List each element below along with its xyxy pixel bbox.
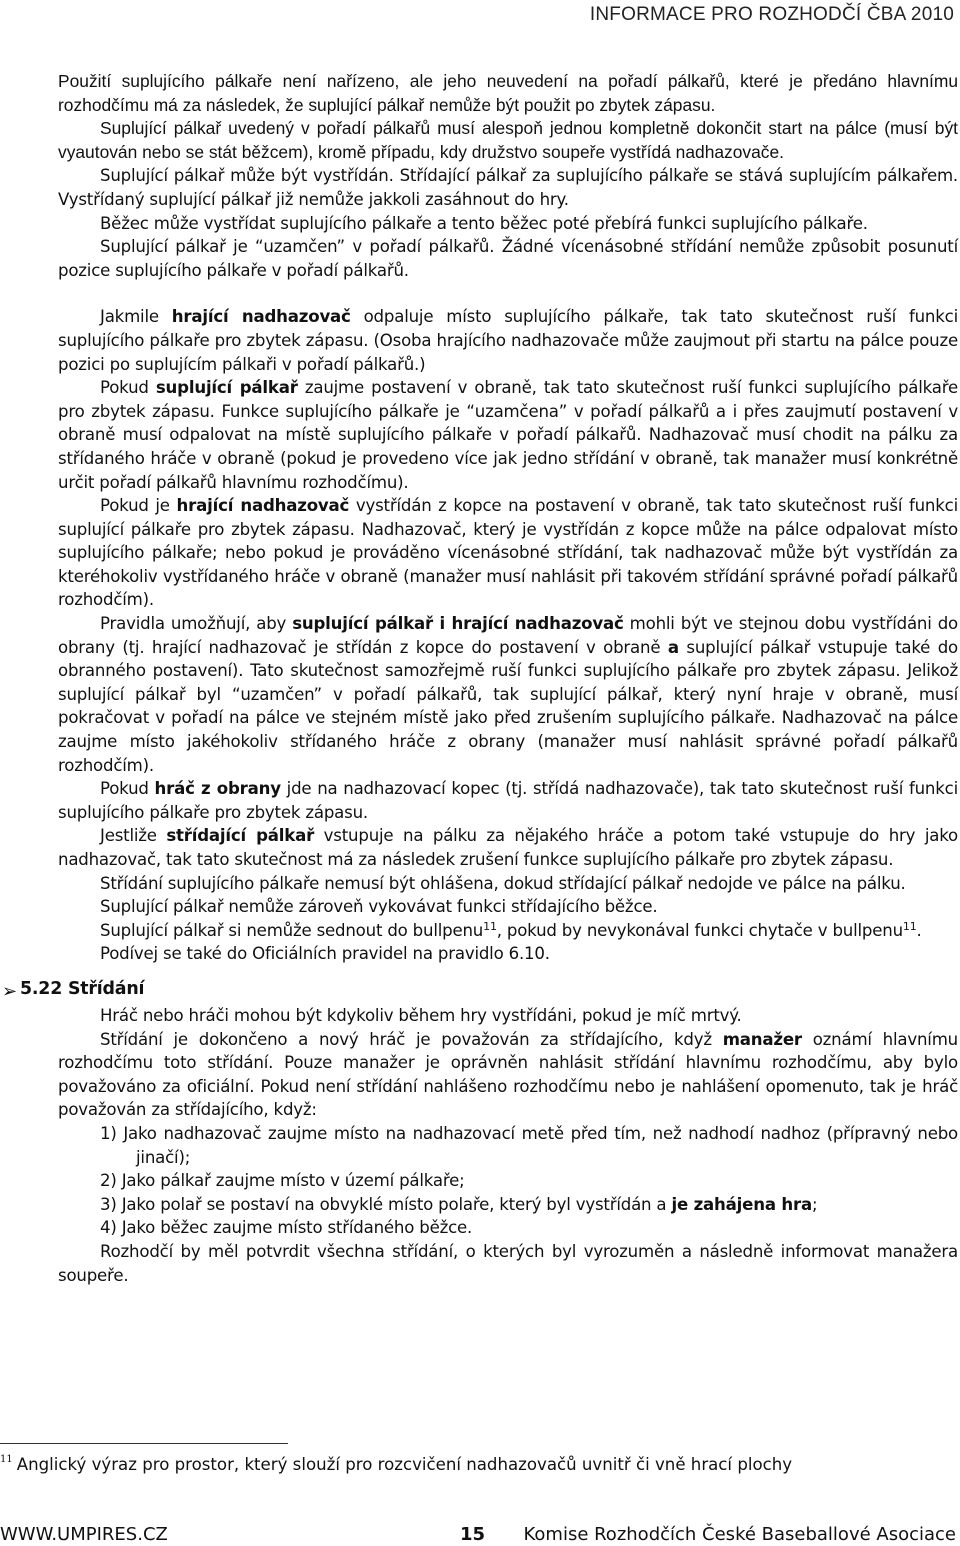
paragraph: Suplující pálkař může být vystřídán. Střídající pálkař za suplujícího pálkaře se stává suplujícím pálkařem. Vystřídaný suplující pálkař již nemůže jakkoli zasáhnout do hry. [58,166,958,209]
paragraph: Pokud je hrající nadhazovač vystřídán z kopce na postavení v obraně, tak tato skutečnost ruší funkci suplující pálkaře pro zbytek zápasu. Nadhazovač, který je vystřídán z kopce může na pálce odpalovat místo suplujícího pálkaře; nebo pokud je prováděno vícenásobné střídání, tak nadhazovač může být vystřídán za kteréhokoliv vystřídaného hráče v obraně (manažer musí nahlásit při takovém střídání správné pořadí pálkařů rozhodčím). [58,496,958,610]
paragraph: Střídání suplujícího pálkaře nemusí být ohlášena, dokud střídající pálkař nedojde ve pálce na pálku. [100,873,906,893]
paragraph: Podívej se také do Oficiálních pravidel na pravidlo 6.10. [100,944,550,964]
bold-term: suplující pálkař [155,378,298,398]
bold-term: hrající nadhazovač [176,496,350,516]
bold-term: suplující pálkař i hrající nadhazovač [292,614,624,634]
paragraph: Suplující pálkař uvedený v pořadí pálkařů musí alespoň jednou kompletně dokončit start na pálce (musí být vyautován nebo se stát běžcem), kromě případu, kdy družstvo soupeře vystřídá nadhazovače. [58,118,958,162]
paragraph: Rozhodčí by měl potvrdit všechna střídání, o kterých byl vyrozuměn a následně informovat manažera soupeře. [58,1241,958,1285]
list-item: 4) Jako běžec zaujme místo střídaného běžce. [100,1218,473,1238]
paragraph: Suplující pálkař je “uzamčen” v pořadí pálkařů. Žádné vícenásobné střídání nemůže způsobit posunutí pozice suplujícího pálkaře v pořadí pálkařů. [58,237,958,280]
list-item: 1) Jako nadhazovač zaujme místo na nadhazovací metě před tím, než nadhodí nadhoz (přípravný nebo jinačí); [100,1123,958,1167]
paragraph: Jakmile hrající nadhazovač odpaluje místo suplujícího pálkaře, tak tato skutečnost ruší funkci suplujícího pálkaře pro zbytek zápasu. (Osoba hrajícího nadhazovače může zaujmout při startu na pálce pouze pozici po suplujícím pálkaři v pořadí pálkařů.) [58,307,958,374]
paragraph: Použití suplujícího pálkaře není nařízeno, ale jeho neuvedení na pořadí pálkařů, které je předáno hlavnímu rozhodčímu má za následek, že suplující pálkař nemůže být použit po zbytek zápasu. [58,71,958,115]
page-footer [0,1524,960,1546]
paragraph: Hráč nebo hráči mohou být kdykoliv během hry vystřídáni, pokud je míč mrtvý. [100,1005,742,1025]
bold-term: hráč z obrany [154,779,281,799]
bold-term: střídající pálkař [166,826,315,846]
bold-term: manažer [722,1029,802,1049]
footnote-number: 11 [0,1454,13,1465]
document-body [2,70,959,1287]
list-item: 3) Jako polař se postaví na obvyklé místo polaře, který byl vystřídán a je zahájena hra; [100,1194,818,1214]
paragraph: Běžec může vystřídat suplujícího pálkaře a tento běžec poté přebírá funkci suplujícího pálkaře. [100,213,868,233]
footnote-divider [0,1443,288,1444]
paragraph: Pokud hráč z obrany jde na nadhazovací kopec (tj. střídá nadhazovače), tak tato skutečnost ruší funkci suplujícího pálkaře pro zbytek zápasu. [58,779,958,822]
section-heading [0,978,958,1004]
footnote [0,1455,792,1474]
paragraph: Suplující pálkař si nemůže sednout do bullpenu$^{11}$, pokud by nevykonával funkci chytače v bullpenu$^{11}$. [100,919,922,940]
section-title: 5.22 Střídání [20,978,145,999]
list-item: 2) Jako pálkař zaujme místo v území pálkaře; [100,1171,465,1191]
paragraph: Střídání je dokončeno a nový hráč je považován za střídajícího, když manažer oznámí hlavnímu rozhodčímu toto střídání. Pouze manažer je oprávněn nahlásit střídání hlavnímu rozhodčímu, aby bylo považováno za oficiální. Pokud není střídání nahlášeno rozhodčímu nebo je nahlášení opomenuto, tak je hráč považován za střídajícího, když: [58,1029,958,1120]
bold-term: a [667,637,679,657]
bold-term: je zahájena hra [671,1194,812,1214]
paragraph: Pravidla umožňují, aby suplující pálkař i hrající nadhazovač mohli být ve stejnou dobu vystřídáni do obrany (tj. hrající nadhazovač je střídán z kopce do postavení v obraně a suplující pálkař vstupuje také do obranného postavení). Tato skutečnost samozřejmě ruší funkci suplujícího pálkaře pro zbytek zápasu. Jelikož suplující pálkař byl “uzamčen” v pořadí pálkařů, tak suplující pálkař, který nyní hraje v obraně, musí pokračovat v pořadí na pálce ve stejném místě jako před zrušením suplujícího pálkaře. Nadhazovač na pálce zaujme místo jakéhokoliv střídaného hráče z obrany (manažer musí nahlásit správné pořadí pálkařů rozhodčím). [58,614,958,775]
paragraph: Jestliže střídající pálkař vstupuje na pálku za nějakého hráče a potom také vstupuje do hry jako nadhazovač, tak tato skutečnost má za následek zrušení funkce suplujícího pálkaře pro zbytek zápasu. [58,826,958,869]
footnote-ref[interactable]: 11 [483,919,497,933]
page-number: 15 [460,1524,486,1545]
bold-term: hrající nadhazovač [171,307,351,327]
paragraph: Pokud suplující pálkař zaujme postavení v obraně, tak tato skutečnost ruší funkci suplujícího pálkaře pro zbytek zápasu. Funkce suplujícího pálkaře je “uzamčena” v pořadí pálkařů a i přes zaujmutí postavení v obraně musí odpalovat na místě suplujícího pálkaře v pořadí pálkařů. Nadhazovač musí chodit na pálku za střídaného hráče v obraně (pokud je provedeno více jak jedno střídání v obraně, tak manažer musí konkrétně určit pořadí pálkařů hlavnímu rozhodčímu). [58,378,959,492]
footnote-text: Anglický výraz pro prostor, který slouží pro rozcvičení nadhazovačů uvnitř či vně hrací plochy [16,1455,793,1474]
footer-website: WWW.UMPIRES.CZ [0,1524,168,1545]
page-header: INFORMACE PRO ROZHODČÍ ČBA 2010 [589,4,954,25]
paragraph: Suplující pálkař nemůže zároveň vykovávat funkci střídajícího běžce. [100,897,658,917]
footnote-ref[interactable]: 11 [902,919,917,933]
numbered-list [58,1122,958,1240]
arrow-bullet-icon: ➢ [2,980,17,1002]
footer-organization: Komise Rozhodčích České Baseballové Asociace [523,1524,956,1545]
